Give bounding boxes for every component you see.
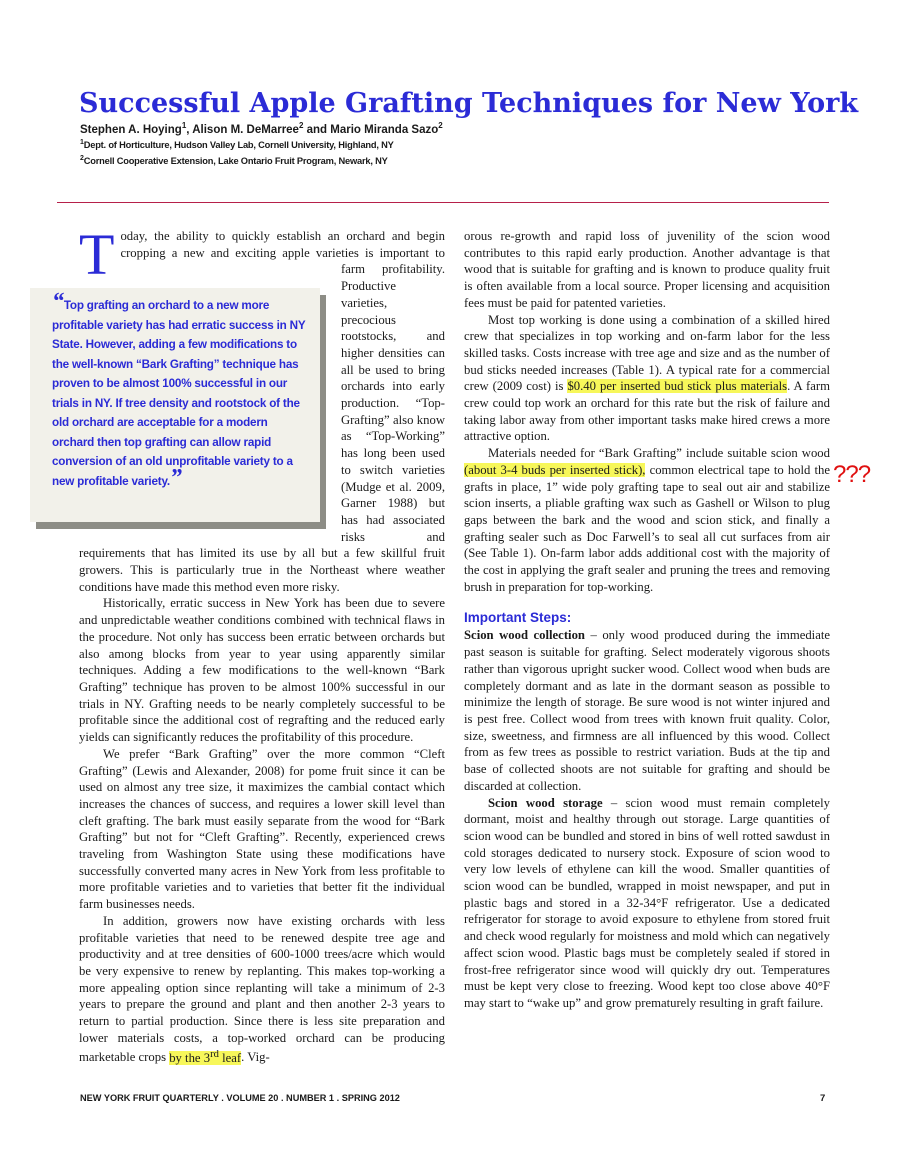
paragraph: orous re-growth and rapid loss of juvenility of the scion wood contributes to this rapid early production. Another advantage is that wood that is suitable for grafting and is known to produce quality fruit is often available from a local source. Proper licensing and acquisition fees must be paid for patented varieties. [464, 229, 830, 310]
paragraph-text: . Vig- [241, 1050, 270, 1065]
paragraph-text: In addition, growers now have existing orchards with less profitable varieties that need to be renewed despite tree age and productivity and at tree densities of 600-1000 trees/acre which would be very expensive to renew by replanting. This makes top-working a more appealing option since replanting will take a minimum of 2-3 years to prepare the ground and plant and then another 2-3 years to return to partial production. Since there is less site preparation and lower materials costs, a top-worked orchard can be producing marketable crops [79, 913, 445, 1065]
author-separator: and [303, 123, 331, 136]
affiliation-mark: 1 [80, 139, 84, 146]
open-quote-mark: “ [52, 289, 64, 315]
question-marks-annotation: ??? [833, 461, 871, 488]
paragraph: Scion wood storage – scion wood must remain completely dormant, moist and healthy through out storage. Large quantities of scion wood can be bundled and stored in bins of well rotted sawdust in cold storages dedicated to nursery stock. Exposure of scion wood to very low levels of ethylene can kill the wood. Smaller quantities of scion wood can be bundled, wrapped in moist newspaper, and put in plastic bags and stored in a 32-34°F refrigerator. Use a dedicated refrigerator for storage to avoid exposure to ethylene from stored fruit and check wood regularly for moistness and mold which can negatively affect scion wood. Plastic bags must be completely sealed if stored in frost-free refrigerator since wood will quickly dry out. Temperatures must be kept very close to freezing. Wood kept too close above 40°F may start to “wake up” and grow prematurely resulting in graft failure. [464, 795, 830, 1010]
author-affiliation-mark: 2 [438, 121, 443, 130]
highlighted-text: by the 3rd leaf [169, 1048, 242, 1065]
highlighted-text: (about 3-4 buds per inserted stick), [464, 462, 646, 477]
pull-quote-text: Top grafting an orchard to a new more profitable variety has had erratic success in NY State. However, adding a few modifications to the well-known “Bark Grafting” technique has proven to be almost 100% successful in our trials in NY. If tree density and rootstock of the old orchard are acceptable for a modern orchard then top grafting can allow rapid conversion of an old unprofitable variety to a new profitable variety. [52, 299, 306, 488]
author-name: Mario Miranda Sazo [330, 123, 439, 136]
close-quote-mark: ” [169, 464, 182, 491]
highlighted-text: $0.40 per inserted bud stick plus materials [567, 379, 788, 394]
paragraph: oday, the ability to quickly establish an orchard and begin cropping a new and exciting apple varieties is important to farm profitability. Productive varieties, precocious rootstocks, and higher densities can all be used to bring orchards into early production. “Top-Grafting” also know as “Top-Working” has long been used to switch varieties (Mudge et al. 2009, Garner 1988) but has had associated risks and requirements that has limited its use by all but a few skillful fruit growers. This is particularly true in the Northeast where weather conditions have made this method even more risky. [79, 229, 445, 594]
article-title: Successful Apple Grafting Techniques for New York [79, 88, 859, 120]
paragraph: Historically, erratic success in New York has been due to severe and unpredictable weather conditions combined with technical flaws in the procedure. Not only has success been erratic between orchards but also among blocks from year to year using apparently similar techniques. Adding a few modifications to the well-known “Bark Grafting” technique has proven to be almost 100% successful in our trials in NY. Grafting needs to be nearly completely successful to be profitable since the additional cost of regrafting and the reduced early yields can significantly reduces the profitability of this procedure. [79, 596, 445, 745]
paragraph: Most top working is done using a combination of a skilled hired crew that specializes in top working and on-farm labor for the less skilled tasks. Costs increase with tree age and size and as the number of bud sticks needed increases (Table 1). A typical rate for a commercial crew (2009 cost) is $0.40 per inserted bud stick plus materials. A farm crew could top work an orchard for this rate but the risk of failure and taking labor away from other important tasks make hired crews a more attractive option. [464, 312, 830, 444]
drop-cap: T [79, 222, 115, 287]
header-divider [57, 202, 829, 203]
author-name: Stephen A. Hoying [80, 123, 182, 136]
paragraph: Scion wood collection – only wood produced during the immediate past season is suitable for grafting. Select moderately vigorous shoots rather than vigorous upright sucker wood. Collect wood when buds are completely dormant and as late in the dormant season as possible to minimize the length of storage. Be sure wood is not winter injured and is pest free. Collect wood from trees with known fruit quality. Color, size, sweetness, and firmness are all influenced by this wood. Collect from as few trees as possible to restrict variation. Buds at the tip and base of collected shoots are not suitable for grafting and should be discarded at collection. [464, 628, 830, 793]
affiliation-2 [80, 155, 388, 166]
run-in-heading: Scion wood collection [464, 628, 585, 643]
author-line [80, 121, 443, 136]
affiliation-mark: 2 [80, 155, 84, 162]
section-heading: Important Steps: [464, 610, 572, 626]
author-affiliation-mark: 2 [298, 121, 304, 130]
column-right [464, 228, 830, 1012]
author-separator: , [186, 123, 193, 136]
affiliation-1 [80, 139, 394, 150]
paragraph: Materials needed for “Bark Grafting” include suitable scion wood (about 3-4 buds per inserted stick), common electrical tape to hold the grafts in place, 1” wide poly grafting tape to seal out air and stabilize scion inserts, a pliable grafting wax such as Gashell or Wilson to plug gaps between the bark and the wood and scion stick, and finally a grafting sealer such as Doc Farwell’s to seal all cut surfaces from air (See Table 1). On-farm labor adds additional cost with the majority of the cost in applying the graft sealer and pruning the trees and removing brush in preparation for top-working. [464, 446, 830, 594]
pull-quote [52, 289, 308, 491]
author-affiliation-mark: 1 [181, 121, 187, 130]
affiliation-text: Dept. of Horticulture, Hudson Valley Lab, Cornell University, Highland, NY [83, 140, 394, 151]
author-name: Alison M. DeMarree [192, 123, 299, 136]
affiliation-text: Cornell Cooperative Extension, Lake Ontario Fruit Program, Newark, NY [83, 156, 388, 167]
paragraph [79, 913, 445, 1067]
run-in-heading: Scion wood storage [488, 795, 603, 810]
journal-footer: NEW YORK FRUIT QUARTERLY . VOLUME 20 . NUMBER 1 . SPRING 2012 [80, 1093, 400, 1103]
paragraph: We prefer “Bark Grafting” over the more common “Cleft Grafting” (Lewis and Alexander, 2008) for pome fruit since it can be used on almost any tree size, it maximizes the cambial contact which increases the chances of success, and requires a lower skill level than cleft grafting. The bark must easily separate from the wood for “Bark Grafting” but not for “Cleft Grafting”. Recently, experienced crews traveling from Washington State using these modifications have successfully converted many acres in New York from less profitable to more profitable varieties and to varieties that better fit the individual farm businesses needs. [79, 746, 445, 912]
page-number: 7 [820, 1093, 826, 1104]
